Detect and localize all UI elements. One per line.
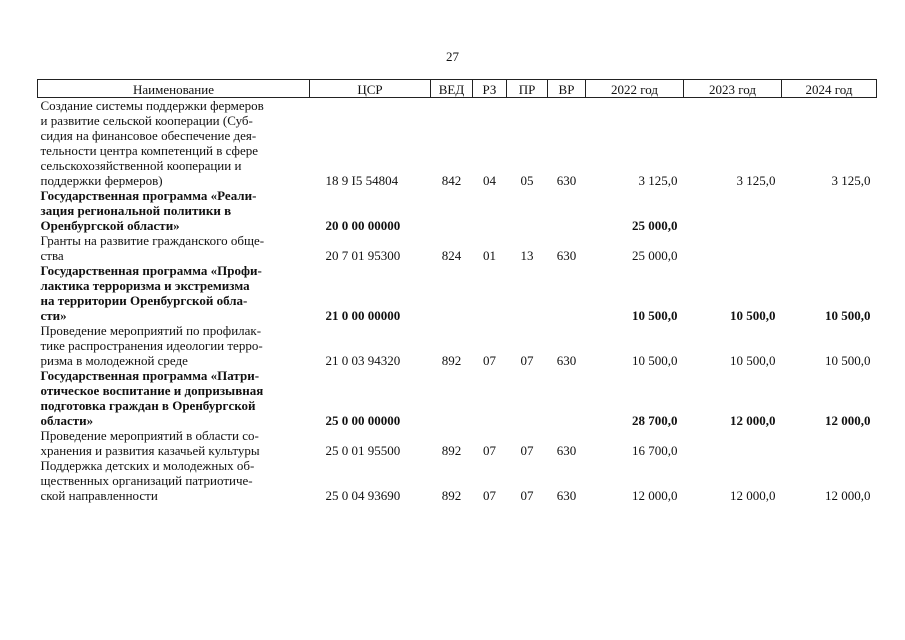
- name-line: подготовка граждан в Оренбургской: [40, 398, 256, 413]
- vr-cell: 630: [556, 443, 577, 458]
- ved-cell: 892: [441, 443, 462, 458]
- pr-cell: 05: [520, 173, 534, 188]
- amount-2024-cell: 10 500,0: [825, 308, 871, 323]
- amount-2023-cell: [684, 233, 782, 263]
- name-line: области»: [40, 413, 94, 428]
- table-row: [38, 98, 877, 189]
- amount-2024-cell: [782, 428, 877, 458]
- csr-cell: 21 0 03 94320: [325, 353, 401, 368]
- rz-cell: [473, 263, 507, 323]
- amount-2022-cell: 25 000,0: [632, 248, 678, 263]
- table-row: [38, 323, 877, 368]
- pr-cell: 13: [520, 248, 534, 263]
- name-line: Создание системы поддержки фермеров: [40, 98, 264, 113]
- csr-cell: 18 9 I5 54804: [325, 173, 399, 188]
- header-pr: ПР: [507, 80, 548, 98]
- amount-2024-cell: 12 000,0: [825, 413, 871, 428]
- csr-cell: 25 0 04 93690: [325, 488, 401, 503]
- amount-2023-cell: [684, 428, 782, 458]
- amount-2022-cell: 12 000,0: [632, 488, 678, 503]
- table-body: [38, 98, 877, 504]
- amount-2022-cell: 3 125,0: [638, 173, 678, 188]
- amount-2023-cell: [684, 188, 782, 233]
- name-line: ризма в молодежной среде: [40, 353, 188, 368]
- amount-2024-cell: 12 000,0: [825, 488, 871, 503]
- amount-2024-cell: [782, 233, 877, 263]
- amount-2024-cell: 10 500,0: [825, 353, 871, 368]
- pr-cell: [507, 368, 548, 428]
- name-cell: [38, 458, 310, 503]
- name-line: ства: [40, 248, 64, 263]
- name-line: Государственная программа «Профи-: [40, 263, 262, 278]
- amount-2023-cell: 3 125,0: [736, 173, 776, 188]
- rz-cell: 04: [483, 173, 496, 188]
- pr-cell: 07: [520, 488, 534, 503]
- csr-cell: 20 7 01 95300: [325, 248, 401, 263]
- name-cell: [38, 98, 310, 189]
- pr-cell: 07: [520, 353, 534, 368]
- amount-2023-cell: 10 500,0: [730, 353, 776, 368]
- amount-2024-cell: [782, 188, 877, 233]
- vr-cell: 630: [556, 173, 577, 188]
- name-line: Государственная программа «Патри-: [40, 368, 260, 383]
- header-name: Наименование: [38, 80, 310, 98]
- amount-2022-cell: 10 500,0: [632, 353, 678, 368]
- name-cell: [38, 233, 310, 263]
- csr-cell: 25 0 00 00000: [325, 413, 401, 428]
- amount-2022-cell: 25 000,0: [632, 218, 678, 233]
- ved-cell: 842: [441, 173, 462, 188]
- amount-2023-cell: 10 500,0: [730, 308, 776, 323]
- name-cell: [38, 368, 310, 428]
- budget-table: [37, 79, 877, 503]
- ved-cell: [431, 188, 473, 233]
- header-2024: 2024 год: [782, 80, 877, 98]
- pr-cell: [507, 188, 548, 233]
- header-rz: РЗ: [473, 80, 507, 98]
- program-row: [38, 368, 877, 428]
- name-line: отическое воспитание и допризывная: [40, 383, 264, 398]
- amount-2022-cell: 10 500,0: [632, 308, 678, 323]
- csr-cell: 21 0 00 00000: [325, 308, 401, 323]
- header-ved: ВЕД: [431, 80, 473, 98]
- name-line: тике распространения идеологии терро-: [40, 338, 263, 353]
- name-line: Оренбургской области»: [40, 218, 180, 233]
- name-cell: [38, 188, 310, 233]
- amount-2022-cell: 16 700,0: [632, 443, 678, 458]
- rz-cell: 01: [483, 248, 496, 263]
- rz-cell: 07: [483, 353, 496, 368]
- ved-cell: [431, 368, 473, 428]
- csr-cell: 20 0 00 00000: [325, 218, 401, 233]
- vr-cell: [548, 263, 586, 323]
- name-line: поддержки фермеров): [40, 173, 163, 188]
- name-cell: [38, 323, 310, 368]
- table-header: [38, 80, 877, 98]
- name-line: Проведение мероприятий в области со-: [40, 428, 259, 443]
- ved-cell: 892: [441, 488, 462, 503]
- table-row: [38, 428, 877, 458]
- name-line: хранения и развития казачьей культуры: [40, 443, 260, 458]
- header-vr: ВР: [548, 80, 586, 98]
- name-line: сельскохозяйственной кооперации и: [40, 158, 242, 173]
- rz-cell: [473, 188, 507, 233]
- name-line: Государственная программа «Реали-: [40, 188, 257, 203]
- header-2022: 2022 год: [586, 80, 684, 98]
- rz-cell: [473, 368, 507, 428]
- amount-2022-cell: 28 700,0: [632, 413, 678, 428]
- name-line: ской направленности: [40, 488, 158, 503]
- page-number: 27: [446, 49, 459, 64]
- name-line: щественных организаций патриотиче-: [40, 473, 253, 488]
- table-row: [38, 458, 877, 503]
- name-line: Поддержка детских и молодежных об-: [40, 458, 255, 473]
- vr-cell: [548, 188, 586, 233]
- name-line: лактика терроризма и экстремизма: [40, 278, 250, 293]
- table-row: [38, 233, 877, 263]
- vr-cell: [548, 368, 586, 428]
- ved-cell: 892: [441, 353, 462, 368]
- name-cell: [38, 428, 310, 458]
- name-line: и развитие сельской кооперации (Суб-: [40, 113, 253, 128]
- rz-cell: 07: [483, 443, 496, 458]
- name-cell: [38, 263, 310, 323]
- program-row: [38, 188, 877, 233]
- vr-cell: 630: [556, 248, 577, 263]
- name-line: сидия на финансовое обеспечение дея-: [40, 128, 257, 143]
- amount-2024-cell: 3 125,0: [831, 173, 871, 188]
- vr-cell: 630: [556, 353, 577, 368]
- amount-2023-cell: 12 000,0: [730, 488, 776, 503]
- header-row: [38, 80, 877, 98]
- name-line: тельности центра компетенций в сфере: [40, 143, 259, 158]
- amount-2023-cell: 12 000,0: [730, 413, 776, 428]
- name-line: на территории Оренбургской обла-: [40, 293, 248, 308]
- rz-cell: 07: [483, 488, 496, 503]
- pr-cell: [507, 263, 548, 323]
- name-line: зация региональной политики в: [40, 203, 232, 218]
- vr-cell: 630: [556, 488, 577, 503]
- header-2023: 2023 год: [684, 80, 782, 98]
- csr-cell: 25 0 01 95500: [325, 443, 401, 458]
- ved-cell: 824: [441, 248, 462, 263]
- program-row: [38, 263, 877, 323]
- name-line: Гранты на развитие гражданского обще-: [40, 233, 265, 248]
- pr-cell: 07: [520, 443, 534, 458]
- header-csr: ЦСР: [310, 80, 431, 98]
- name-line: сти»: [40, 308, 67, 323]
- ved-cell: [431, 263, 473, 323]
- name-line: Проведение мероприятий по профилак-: [40, 323, 262, 338]
